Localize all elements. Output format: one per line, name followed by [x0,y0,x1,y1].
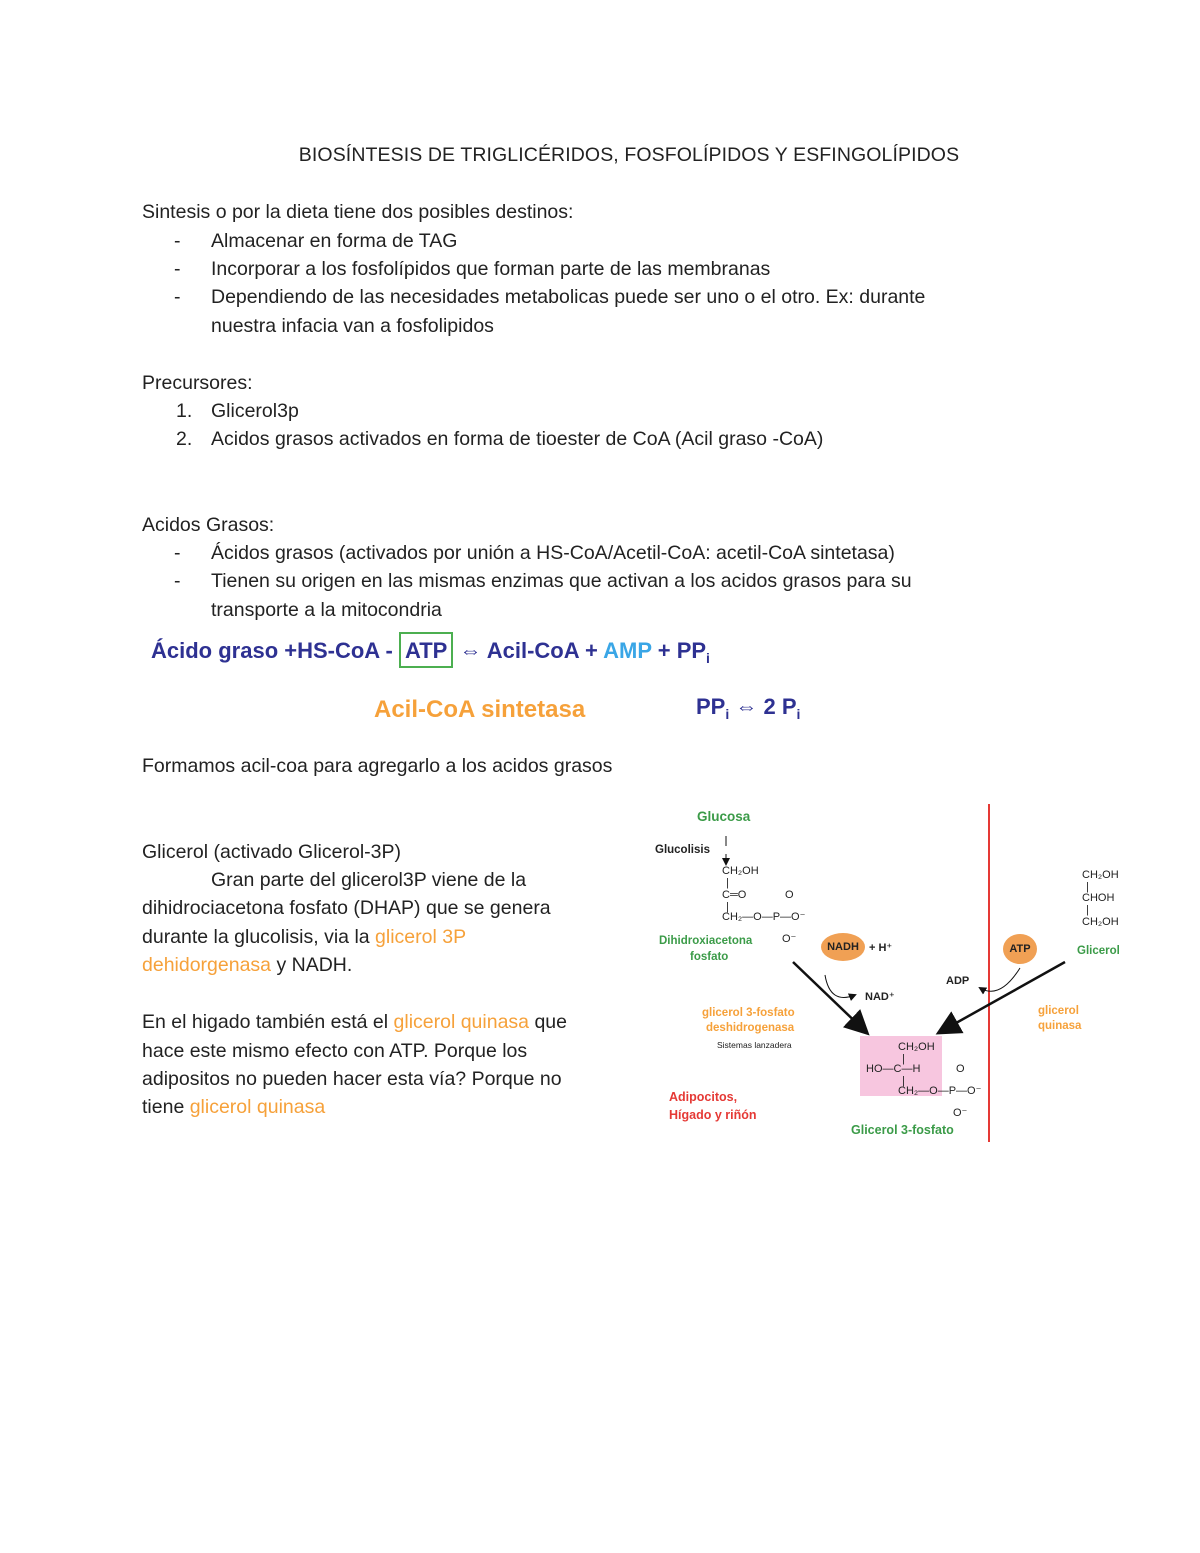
highlight-enzyme: glicerol 3P [375,926,467,948]
atp-badge: ATP [1003,934,1037,964]
dhap-c-o: C═O [722,889,747,901]
text-span: durante la glucolisis, via la [142,926,376,948]
bond-line: | [902,1075,905,1087]
g3p-phosphate-o: O [956,1063,965,1075]
g3p-ho-c-h: HO—C—H [866,1063,921,1075]
g3p-ch2-phosphate: CH₂—O—P—O⁻ [898,1085,982,1097]
nadh-badge: NADH [821,933,865,961]
label-enzyme-gk-line1: glicerol [1038,1005,1079,1017]
dhap-ch2-phosphate: CH₂—O—P—O⁻ [722,911,806,923]
page-title: BIOSÍNTESIS DE TRIGLICÉRIDOS, FOSFOLÍPIDOS Y ESFINGOLÍPIDOS [298,144,960,166]
section-heading-glicerol: Glicerol (activado Glicerol-3P) [142,841,401,863]
paragraph-line [142,1093,325,1121]
pi-sub-i: i [796,706,801,722]
text-span: tiene [142,1096,190,1118]
label-glucolisis: Glucolisis [655,844,710,856]
label-dhap-line1: Dihidroxiacetona [659,935,753,947]
list-item: Tienen su origen en las mismas enzimas que activan a los acidos grasos para su [211,570,912,592]
dhap-phosphate-o: O [785,889,794,901]
pp-sub-i: i [725,706,730,722]
equation-pp-text: + PP [657,638,707,663]
label-h-plus: + H⁺ [869,942,893,954]
glicerol-ch2oh-bottom: CH₂OH [1082,916,1119,928]
equation-sub-i: i [706,650,710,666]
list-number: 2. [176,428,193,450]
label-adp: ADP [946,975,970,987]
label-tissues-line1: Adipocitos, [669,1090,738,1104]
glycerol-3-phosphate-pathway-diagram [640,800,1160,1150]
arrow-nadh-to-nad [825,975,855,998]
bond-line: | [902,1053,905,1065]
text-span: y NADH. [271,954,353,976]
list-item: Acidos grasos activados en forma de tioester de CoA (Acil graso -CoA) [211,428,824,450]
list-item-continuation: transporte a la mitocondria [211,599,442,621]
label-glicerol-3-fosfato: Glicerol 3-fosfato [851,1123,954,1137]
list-item: Glicerol3p [211,400,299,422]
equation-reactants: Ácido graso +HS-CoA - [151,638,393,663]
paragraph-line: hace este mismo efecto con ATP. Porque los [142,1040,528,1062]
equation-amp: AMP [603,638,652,663]
equation-plus: + [584,638,598,663]
list-number: 1. [176,400,193,422]
list-item-continuation: nuestra infacia van a fosfolipidos [211,315,494,337]
list-item: Almacenar en forma de TAG [211,230,458,252]
bullet-dash: - [174,230,181,252]
bond-line: | [726,877,729,889]
bond-line: | [1086,881,1089,893]
label-sistemas-lanzadera: Sistemas lanzadera [717,1040,792,1050]
g3p-ch2oh: CH₂OH [898,1041,935,1053]
pp-label: PP [696,694,726,719]
paragraph-line: Gran parte del glicerol3P viene de la [211,869,527,891]
arrow-dhap-to-g3p [793,962,866,1032]
section-heading-acidos: Acidos Grasos: [142,514,275,536]
text-span: que [529,1011,567,1033]
enzyme-label: Acil-CoA sintetasa [374,696,586,723]
label-nad-plus: NAD⁺ [865,991,895,1003]
equation-atp-boxed: ATP [399,632,453,668]
paragraph-line [142,1008,567,1036]
bullet-dash: - [174,258,181,280]
g3p-phosphate-o-minus: O⁻ [953,1107,968,1119]
paragraph-line: dihidrociacetona fosfato (DHAP) que se genera [142,897,551,919]
label-enzyme-gpdh-line1: glicerol 3-fosfato [702,1007,795,1019]
list-item: Dependiendo de las necesidades metabolicas puede ser uno o el otro. Ex: durante [211,286,926,308]
dhap-phosphate-o-minus: O⁻ [782,933,797,945]
highlight-enzyme: glicerol quinasa [189,1096,326,1118]
bullet-dash: - [174,570,181,592]
highlight-enzyme: dehidorgenasa [142,954,272,976]
equation-ppi [657,638,710,666]
pp-products: ⇔ 2 P [735,694,797,719]
list-item: Ácidos grasos (activados por unión a HS-CoA/Acetil-CoA: acetil-CoA sintetasa) [211,542,895,564]
highlight-enzyme: glicerol quinasa [393,1011,530,1033]
label-glucosa: Glucosa [697,809,751,824]
paragraph-line [142,923,466,951]
equation-acil-coa: Acil-CoA [486,638,579,663]
text-span: En el higado también está el [142,1011,394,1033]
formamos-line: Formamos acil-coa para agregarlo a los acidos grasos [142,755,613,777]
list-item: Incorporar a los fosfolípidos que forman parte de las membranas [211,258,771,280]
section-heading-precursores: Precursores: [142,372,253,394]
label-tissues-line2: Hígado y riñón [669,1108,757,1122]
label-enzyme-gpdh-line2: deshidrogenasa [706,1022,795,1034]
bullet-dash: - [174,542,181,564]
paragraph-line [142,951,352,979]
reaction-equation [151,638,710,666]
arrow-atp-to-adp [980,968,1020,991]
equation-arrow: ⇔ [459,638,482,663]
bond-line: | [726,901,729,913]
dhap-ch2oh: CH₂OH [722,865,759,877]
glicerol-ch2oh-top: CH₂OH [1082,869,1119,881]
bullet-dash: - [174,286,181,308]
glicerol-choh: CHOH [1082,892,1115,904]
paragraph-line: adipositos no pueden hacer esta vía? Porque no [142,1068,562,1090]
pp-hydrolysis [696,694,800,722]
label-glicerol: Glicerol [1077,945,1120,957]
label-enzyme-gk-line2: quinasa [1038,1020,1082,1032]
intro-lead: Sintesis o por la dieta tiene dos posibles destinos: [142,201,574,223]
label-dhap-line2: fosfato [690,951,729,963]
bond-line: | [1086,904,1089,916]
